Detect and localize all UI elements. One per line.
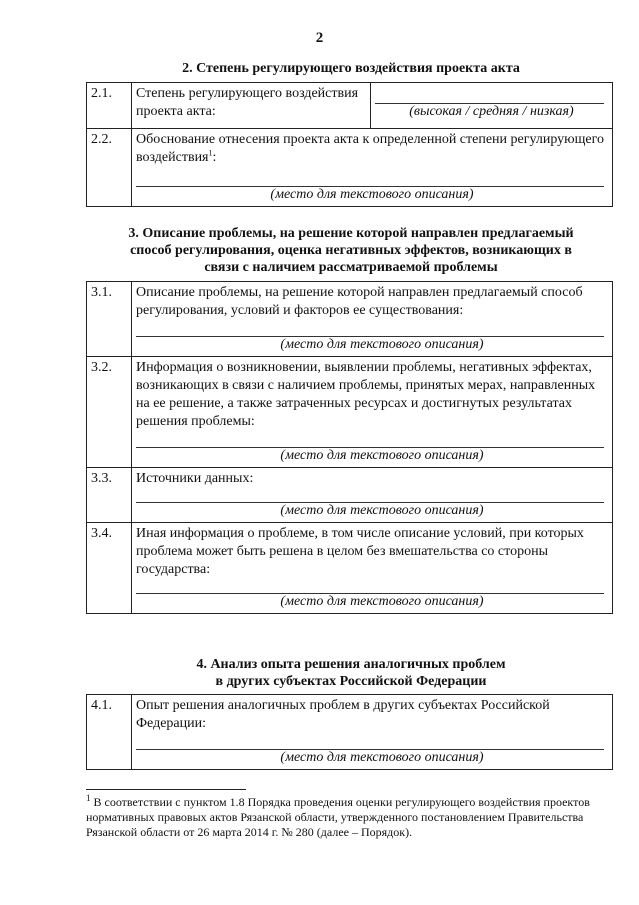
table-row [87,357,613,468]
footnote-ref[interactable]: 1 [208,148,213,158]
row-label: Опыт решения аналогичных проблем в других субъектах Российской Федерации: [136,698,550,731]
problem-description-field[interactable] [132,282,613,357]
field-hint: (место для текстового описания) [270,187,474,202]
row-number: 4.1. [87,695,132,770]
row-label: Информация о возникновении, выявлении проблемы, негативных эффектах, возникающих в связи с наличием проблемы, принятых мерах, направленных на ее решение, а также затраченных ресурсах и достигнутых результатах решения проблемы: [136,360,596,429]
field-hint: (высокая / средняя / низкая) [409,104,574,119]
footnote-divider [86,789,246,790]
row-number: 3.1. [87,282,132,357]
table-row [87,129,613,207]
footnote [86,795,611,840]
page-number: 2 [315,30,324,46]
other-info-field[interactable] [132,523,613,614]
row-label: Степень регулирующего воздействия проекта акта: [132,83,371,129]
table-row [87,83,613,129]
justification-field[interactable] [132,129,613,207]
data-sources-field[interactable] [132,468,613,523]
row-number: 3.2. [87,357,132,468]
section-3-table [86,281,613,614]
degree-field[interactable] [371,83,613,129]
section-4-table [86,694,613,770]
section-4-heading: 4. Анализ опыта решения аналогичных проблем в других субъектах Российской Федерации [196,657,506,689]
row-number: 2.1. [87,83,132,129]
section-2-heading: 2. Степень регулирующего воздействия проекта акта [182,61,520,76]
field-hint: (место для текстового описания) [280,448,484,463]
table-row [87,468,613,523]
section-2-table [86,82,613,207]
table-row [87,523,613,614]
regional-experience-field[interactable] [132,695,613,770]
footnote-text: В соответствии с пунктом 1.8 Порядка проведения оценки регулирующего воздействия проектов нормативных правовых актов Рязанской области, утвержденного постановлением Правительства Рязанской области от 26 марта 2014 г. № 280 (далее – Порядок). [86,795,590,839]
row-label: Источники данных: [136,471,254,486]
row-number: 3.4. [87,523,132,614]
field-hint: (место для текстового описания) [280,750,484,765]
field-hint: (место для текстового описания) [280,337,484,352]
section-3-heading: 3. Описание проблемы, на решение которой направлен предлагаемый способ регулирования, оценка негативных эффектов, возникающих в связи с наличием рассматриваемой проблемы [128,226,574,275]
row-number: 2.2. [87,129,132,207]
table-row [87,282,613,357]
row-label: Иная информация о проблеме, в том числе описание условий, при которых проблема может быть решена в целом без вмешательства со стороны государства: [136,526,584,577]
table-row [87,695,613,770]
row-number: 3.3. [87,468,132,523]
row-label: Обоснование отнесения проекта акта к определенной степени регулирующего воздействия$^1$: [136,132,605,165]
field-hint: (место для текстового описания) [280,503,484,518]
field-hint: (место для текстового описания) [280,594,484,609]
row-label: Описание проблемы, на решение которой направлен предлагаемый способ регулирования, условий и факторов ее существования: [136,285,583,318]
footnote-mark: 1 [86,793,91,803]
problem-history-field[interactable] [132,357,613,468]
